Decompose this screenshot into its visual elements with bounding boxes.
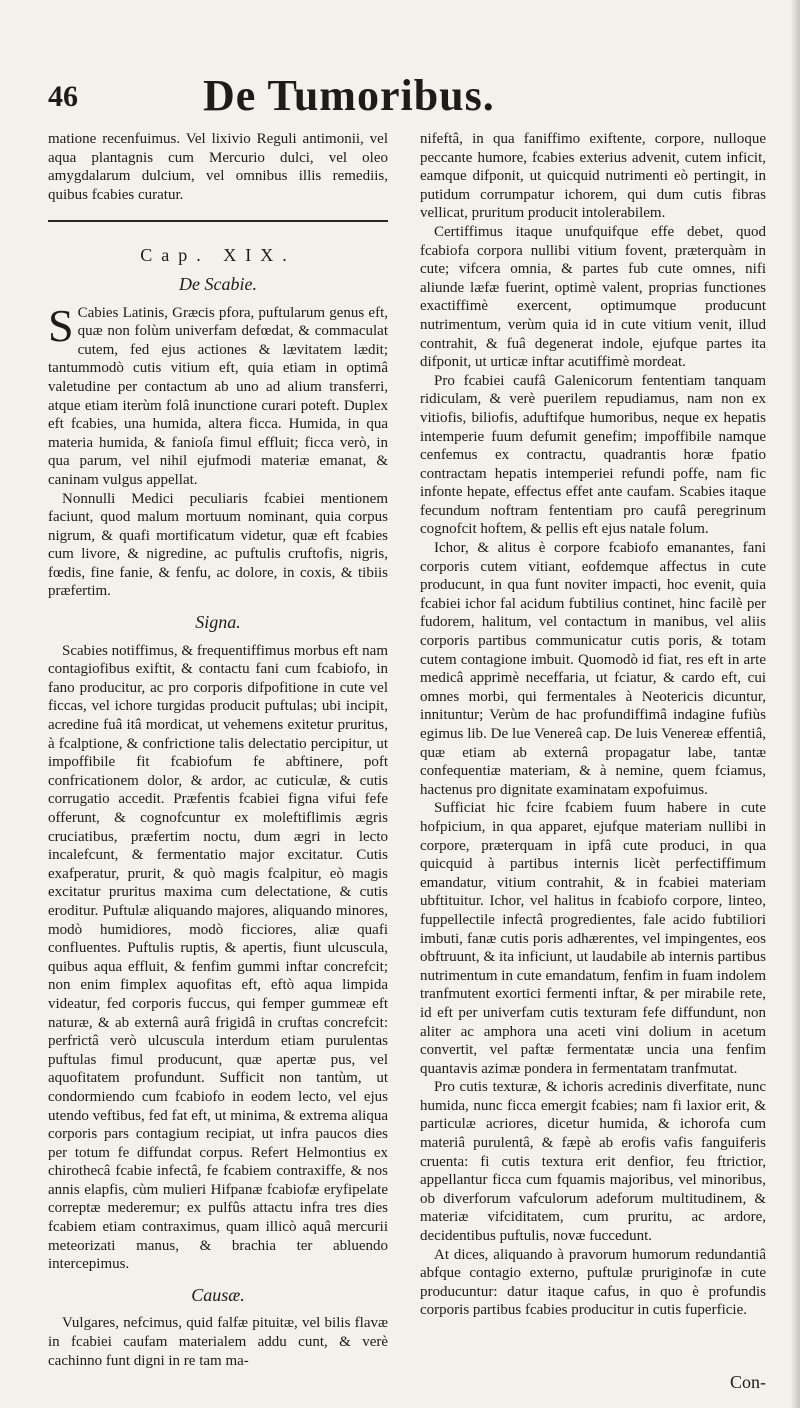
section-heading-causae: Causæ.: [191, 1284, 245, 1305]
drop-cap: S: [48, 299, 74, 351]
page-header: [48, 70, 768, 130]
section-rule: [48, 220, 388, 222]
paragraph: Pro cutis texturæ, & ichoris acredinis diverfitate, nunc humida, nunc ficca emergit fcabies; nam fi laxior erit, & particulæ acriores, dicetur humida, & ichorofa cum materiâ purulentâ, & fæpè ab erofis vafis fanguiferis cruenta: fi cutis textura erit denfior, feu ftrictior, appellantur ficca cum fquamis majoribus, vel minoribus, ob diverforum vafculorum adeforum multitudinem, & materiæ vifciditatem, cum pruritu, ac ardore, decidentibus puftulis, novæ fuccedunt.: [420, 1079, 766, 1245]
chapter-number: Cap. XIX.: [140, 245, 296, 266]
catchword: Con-: [730, 1372, 766, 1392]
paragraph: Nonnulli Medici peculiaris fcabiei mentionem faciunt, quod malum mortuum nominant, quia corpus nigrum, & quafi mortificatum videtur, quæ eft fcabies cum livore, & nigredine, ac puftulis cruftofis, nigris, fœdis, fine fanie, & fenfu, ac dolore, in coxis, & tibiis præfertim.: [48, 490, 388, 600]
paragraph: Sufficiat hic fcire fcabiem fuum habere in cute hofpicium, in qua apparet, ejufque materiam nullibi in corpore, præterquam in ipfâ cute produci, in qua quicquid à partibus internis licèt perfectiffimum emandatur, vitium contrahit, & in fcabiei materiam ubftituitur. Ichor, vel halitus in fcabiofo corpore, linteo, fuppellectile infectâ progredientes, fale acido fubtiliori imbuti, fanæ cutis poris adhærentes, vel impingentes, eos obftruunt, & ita inficiunt, ut laudabile ab internis partibus nutrimentum in cute emandatum, fenfim in fuam indolem tranfmutent exortici fermenti inftar, & per mirabile rete, id eft per univerfam cutis texturam fefe diffundunt, non aliter ac amphora una aceti vini dolium in acetum convertit, vel paftæ fermentatæ uncia una fenfim quantavis azimæ pondera in fermentatam tranfmutat.: [420, 800, 766, 1077]
right-column: [420, 130, 766, 1320]
paragraph: Certiffimus itaque unufquifque effe debet, quod fcabiofa corpora nullibi vitium fovent, præterquàm in cute; vifcera omnia, & partes fub cute omnes, nifi aliunde læfæ fuerint, optimè valent, proprias functiones exactiffimè exercent, optimumque producunt nutrimentum, verùm quia id in cute vitium venit, illud contrahit, & fuâ degenerat indole, ejufque partes ita difponit, ut urticæ inftar acutiffimè mordeat.: [420, 223, 766, 371]
paragraph: Ichor, & alitus è corpore fcabiofo emanantes, fani corporis cutem vitiant, eofdemque affectus in cute producunt, in qua funt noviter impacti, hoc evenit, quia fcabiei ichor fal acidum fubtilius continet, hinc facilè per fudorem, halitum, vel contactum in manibus, vel aliis corporis partibus communicatur cutis poris, & totam cutem contagione imbuit. Quomodò id fiat, res eft in arte medicâ apprimè neceffaria, ut fciatur, & cardo eft, cui omnes morbi, qui fermentales à Neotericis dicuntur, innituntur; Verùm de hac profundiffimâ indagine fufiùs egimus lib. De lue Venereâ cap. De luis Venereæ effentiâ, quæ etiam ab externâ propagatur labe, tantæ confequentiæ materiam, & à nemine, quem fciamus, hactenus pro dignitate examinatam expofuimus.: [420, 540, 766, 798]
paragraph: Scabies notiffimus, & frequentiffimus morbus eft nam contagiofibus exiftit, & contactu fani cum fcabiofo, in fano producitur, ac pro corporis difpofitione in cute vel ficcas, vel ichore turgidas producit puftulas; ubi incipit, acredine fuâ itâ mordicat, ut vehemens exitetur pruritus, à fcalptione, & confrictione talis delectatio percipitur, ut impoffibile fit fcabiofum fe abftinere, poft confricationem dolor, & ardor, ac cuticulæ, & cutis corrugatio accedit. Præfentis fcabiei figna vifui fefe offerunt, & cognofcuntur ex moleftiflimis ægris cruciatibus, præfertim noctu, dum ægri in lecto incalefcunt, & fermentatio major excitatur. Cutis exafperatur, prurit, & quò magis fcalpitur, eò magis excitatur pruritus maxima cum delectatione, & cutis eroditur. Puftulæ aliquando majores, aliquando minores, modò humidiores, modò ficciores, aliæ quafi confluentes. Puftulis ruptis, & apertis, fiunt ulcuscula, quibus aqua effluit, & fenfim gummi inftar concrefcit; non enim fimplex aquofitas eft, eftò aqua limpida videatur, fed corporis fuccus, qui femper gummeæ eft naturæ, & ab externâ aurâ frigidâ in cruftas concrefcit: perfrictâ verò ulcuscula interdum etiam purulentas puftulas fimul producunt, quæ apertæ pus, vel aquofitatem profundunt. Sufficit non tantùm, ut condormiendo cum fcabiofo in eodem lecto, vel ejus utendo veftibus, fed fat eft, ut minima, & extrema aliqua corporis pars contagium recipiat, ut infra paucos dies per totum fe diffundat corpus. Refert Helmontius ex chirothecâ fcabie infectâ, fe fcabiem contraxiffe, & nos annis elapfis, cùm mulieri Hifpanæ fcabiofæ eryfipelate correptæ mederemur; ex pulfûs attactu infra tres dies fcabiem etiam contraximus, quam illicò aquâ mercurii meteorizati manus, & brachia ter abluendo intercepimus.: [48, 642, 388, 1273]
paragraph: At dices, aliquando à pravorum humorum redundantiâ abfque contagio externo, puftulæ pruriginofæ in cute producuntur: datur itaque cafus, in quo è profundis corporis partibus fcabies producitur in cutis fuperficie.: [420, 1246, 766, 1319]
paragraph: matione recenfuimus. Vel lixivio Reguli antimonii, vel aqua plantagnis cum Mercurio dulci, vel oleo amygdalarum dulcium, vel omnibus illis remediis, quibus fcabies curatur.: [48, 131, 388, 203]
left-column: [48, 130, 388, 1370]
chapter-title: De Scabie.: [179, 273, 257, 294]
running-title: De Tumoribus.: [203, 71, 495, 120]
paragraph: Pro fcabiei caufâ Galenicorum fententiam tanquam ridiculam, & verè puerilem repudiamus, nam non ex vitiofis, biliofis, aduftifque humoribus, neque ex hepatis intemperie fuum defumit genefim; impoffibile namque cenfemus ex contractu, quadrantis horæ fpatio contractam hepatis intemperiei refundi poffe, nam fic infonte hepate, effectus effet ante caufam. Scabies itaque fecundum noftram fententiam pro caufâ peregrinum cognofcit hoftem, & pellis eft ejus natale folum.: [420, 372, 766, 538]
page-edge-shadow: [790, 0, 800, 1408]
paragraph: S Cabies Latinis, Græcis pfora, puftularum genus eft, quæ non folùm univerfam defœdat, & commaculat cutem, fed ejus actiones & lævitatem lædit; tantummodò cutis vitium eft, quia etiam in optimâ valetudine per contactum ab uno ad alium transferri, atque etiam iterùm folâ inunctione curari poteft. Duplex eft fcabies, una humida, altera ficca. Humida, in qua materia humida, & fanioſa fimul effluit; ficca verò, in qua parum, vel nihil ejufmodi materiæ emanat, & caninam vulgus appellat.: [48, 299, 388, 488]
paragraph: Vulgares, nefcimus, quid falfæ pituitæ, vel bilis flavæ in fcabiei caufam materialem addu cunt, & verè cachinno funt digni in re tam ma-: [48, 1315, 388, 1369]
paragraph: nifeftâ, in qua faniffimo exiftente, corpore, nulloque peccante humore, fcabies exterius advenit, cutem inficit, eamque difponit, ut quicquid nutrimenti eò pertingit, in putidum corrumpatur ichorem, qui dum cutis fibras vellicat, pruritum producit intolerabilem.: [420, 131, 766, 222]
section-heading-signa: Signa.: [195, 612, 241, 633]
page-number: 46: [48, 80, 78, 113]
